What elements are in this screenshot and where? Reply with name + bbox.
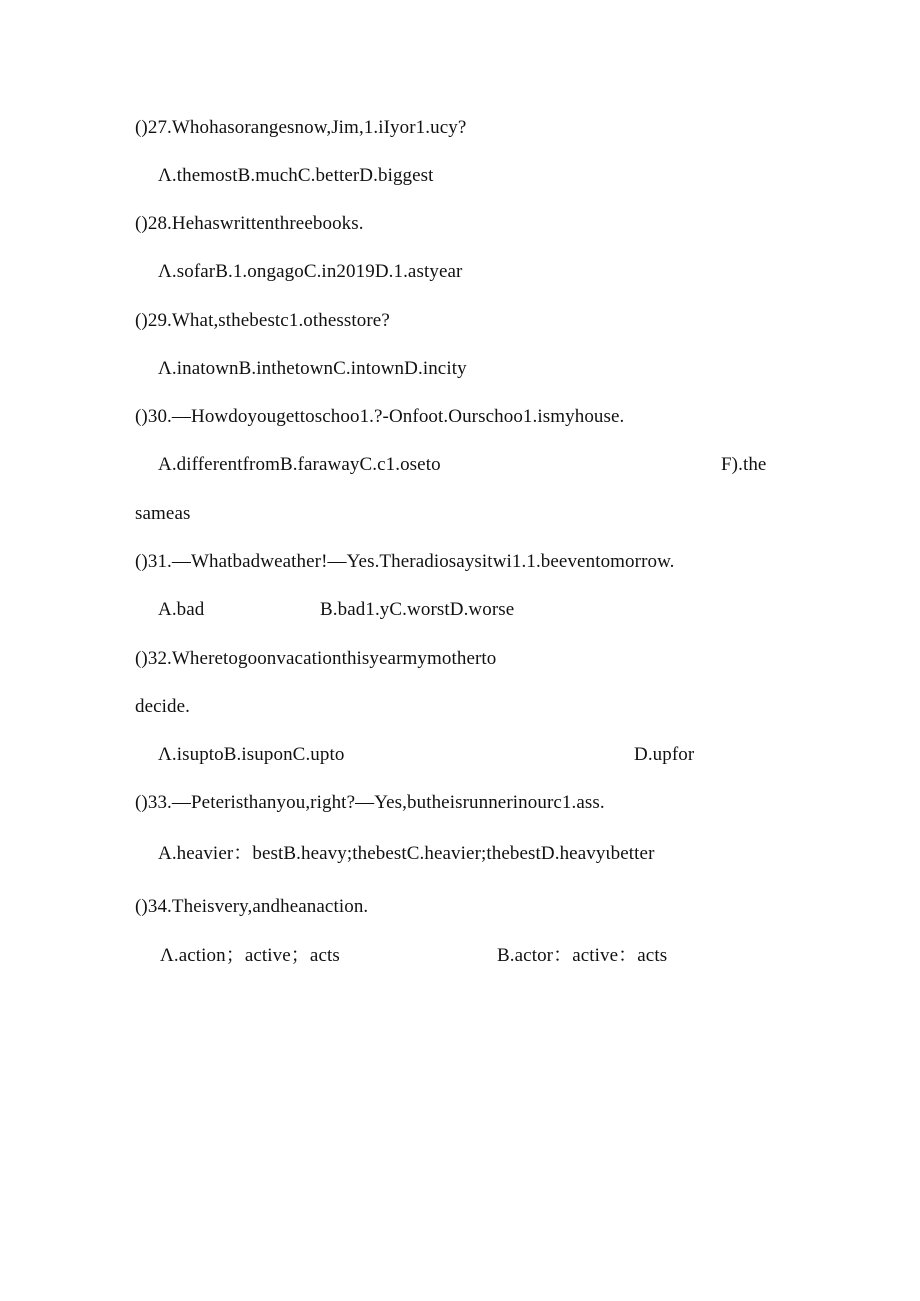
question-32-continued: decide.	[135, 696, 191, 717]
options-33: A.heavier：bestB.heavy;thebestC.heavier;thebestD.heavyιbetter	[158, 843, 655, 864]
options-30-a: A.differentfromB.farawayC.c1.oseto	[158, 454, 441, 475]
options-27: Λ.themostB.muchC.betterD.biggest	[158, 165, 434, 186]
question-28: ()28.Hehaswrittenthreebooks.	[135, 213, 364, 234]
question-27: ()27.Whohasorangesnow,Jim,1.iIyor1.ucy?	[135, 117, 467, 138]
question-29: ()29.What,sthebestc1.othesstore?	[135, 310, 390, 331]
options-30-continued: sameas	[135, 503, 191, 524]
option-34-a: Λ.action；active；acts	[160, 945, 340, 966]
options-30-b: F).the	[721, 454, 767, 475]
option-32-d: D.upfor	[634, 744, 695, 765]
question-34: ()34.Theisvery,andheanaction.	[135, 896, 369, 917]
question-32: ()32.Wheretogoonvacationthisyearmymotherto	[135, 648, 497, 669]
options-31-rest: B.bad1.yC.worstD.worse	[320, 599, 515, 620]
question-33: ()33.—Peteristhanyou,right?—Yes,butheisrunnerinourc1.ass.	[135, 792, 605, 813]
options-29: Λ.inatownB.inthetownC.intownD.incity	[158, 358, 467, 379]
option-34-b: B.actor：active：acts	[497, 945, 668, 966]
question-31: ()31.—Whatbadweather!—Yes.Theradiosaysitwi1.1.beeventomorrow.	[135, 551, 675, 572]
options-28: Λ.sofarB.1.ongagoC.in2019D.1.astyear	[158, 261, 463, 282]
question-30: ()30.—Howdoyougettoschoo1.?-Onfoot.Ourschoo1.ismyhouse.	[135, 406, 625, 427]
option-31-a: A.bad	[158, 599, 205, 620]
options-32-a: Λ.isuptoB.isuponC.upto	[158, 744, 345, 765]
